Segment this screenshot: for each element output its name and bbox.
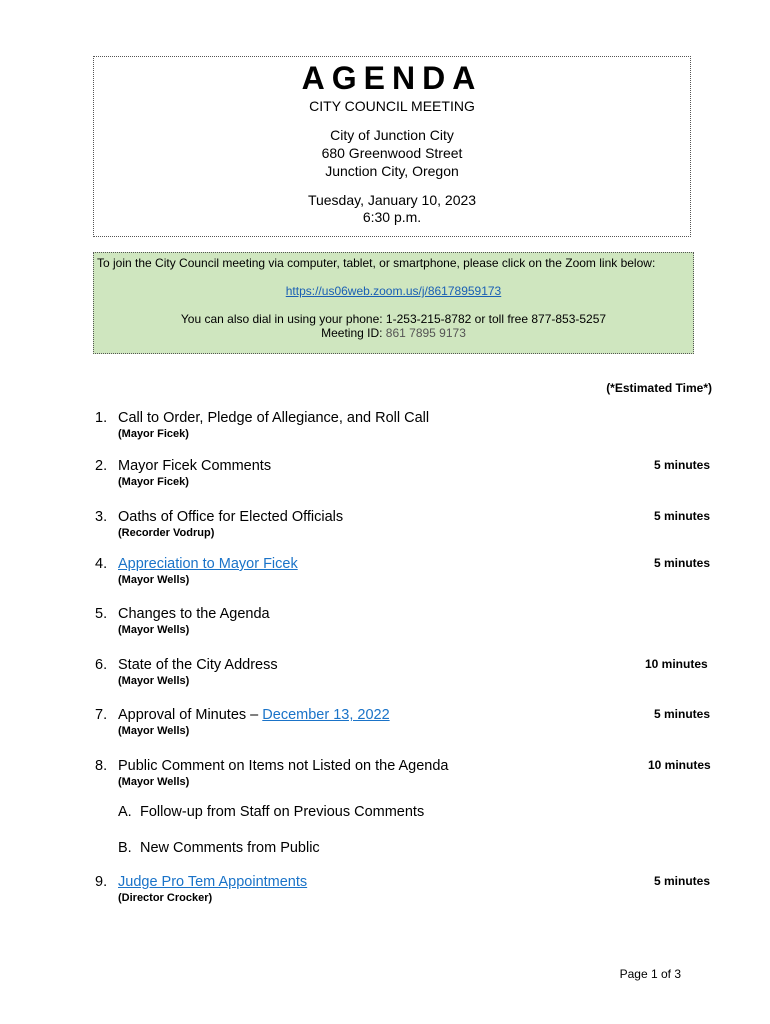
item-title [118,706,725,724]
item-number: 6. [95,657,108,673]
meeting-time: 6:30 p.m. [362,209,422,225]
meeting-date: Tuesday, January 10, 2023 [307,192,477,208]
agenda-item-1 [95,409,725,441]
item-title: Oaths of Office for Elected Officials [118,509,344,525]
zoom-info-box [93,252,694,354]
address-line-2: 680 Greenwood Street [321,145,463,161]
item-title-link[interactable]: Appreciation to Mayor Ficek [118,556,298,572]
meeting-address [94,126,690,180]
agenda-item-5 [95,605,725,637]
zoom-meeting-link[interactable]: https://us06web.zoom.us/j/86178959173 [285,284,502,298]
item-title: State of the City Address [118,657,278,673]
item-presenter: (Mayor Wells) [118,624,190,636]
zoom-phone-text: You can also dial in using your phone: 1-253-215-8782 or toll free 877-853-5257 [180,312,607,326]
agenda-title: AGENDA [301,60,483,96]
item-time: 10 minutes [648,758,711,772]
agenda-item-2 [95,457,725,489]
item-presenter: (Mayor Wells) [118,675,190,687]
item-presenter: (Recorder Vodrup) [118,527,215,539]
item-number: 1. [95,410,108,426]
zoom-intro-text: To join the City Council meeting via computer, tablet, or smartphone, please click on the Zoom link below: [97,256,656,270]
item-presenter: (Director Crocker) [118,892,213,904]
subitem-text: Follow-up from Staff on Previous Comments [140,804,425,820]
item-number: 2. [95,458,108,474]
item-presenter: (Mayor Ficek) [118,476,189,488]
item-title-prefix: Approval of Minutes – [118,707,263,723]
page-number: Page 1 of 3 [619,967,681,981]
item-title: Call to Order, Pledge of Allegiance, and Roll Call [118,410,430,426]
agenda-item-8 [95,757,725,789]
item-presenter: (Mayor Wells) [118,574,190,586]
item-presenter: (Mayor Wells) [118,725,190,737]
agenda-item-4 [95,555,725,587]
item-number: 3. [95,509,108,525]
subitem-b [118,840,320,856]
address-line-1: City of Junction City [330,127,454,143]
item-presenter: (Mayor Ficek) [118,428,189,440]
meeting-datetime [94,192,690,226]
minutes-link[interactable]: December 13, 2022 [262,707,390,723]
agenda-item-9 [95,873,725,905]
item-number: 4. [95,556,108,572]
item-number: 5. [95,606,108,622]
meeting-id-label: Meeting ID: [321,326,386,340]
item-time: 5 minutes [654,707,711,721]
item-time: 5 minutes [654,509,711,523]
agenda-item-7 [95,706,725,738]
item-time: 5 minutes [654,874,711,888]
address-line-3: Junction City, Oregon [325,163,459,179]
item-number: 8. [95,758,108,774]
agenda-item-3 [95,508,725,540]
item-number: 7. [95,707,108,723]
subitem-letter: B. [118,840,132,856]
item-time: 10 minutes [645,657,708,671]
item-presenter: (Mayor Wells) [118,776,190,788]
item-title: Changes to the Agenda [118,606,270,622]
item-number: 9. [95,874,108,890]
subitem-a [118,804,424,820]
item-title: Mayor Ficek Comments [118,458,272,474]
subitem-text: New Comments from Public [140,840,320,856]
item-time: 5 minutes [654,458,711,472]
item-title: Public Comment on Items not Listed on the Agenda [118,758,449,774]
item-time: 5 minutes [654,556,711,570]
meeting-subtitle: CITY COUNCIL MEETING [309,98,475,114]
agenda-item-6 [95,656,725,688]
subitem-letter: A. [118,804,132,820]
estimated-time-label: (*Estimated Time*) [606,381,712,395]
agenda-header-box [93,56,691,237]
meeting-id-value: 861 7895 9173 [385,326,466,340]
meeting-id-line [94,326,693,340]
item-title-link[interactable]: Judge Pro Tem Appointments [118,874,308,890]
